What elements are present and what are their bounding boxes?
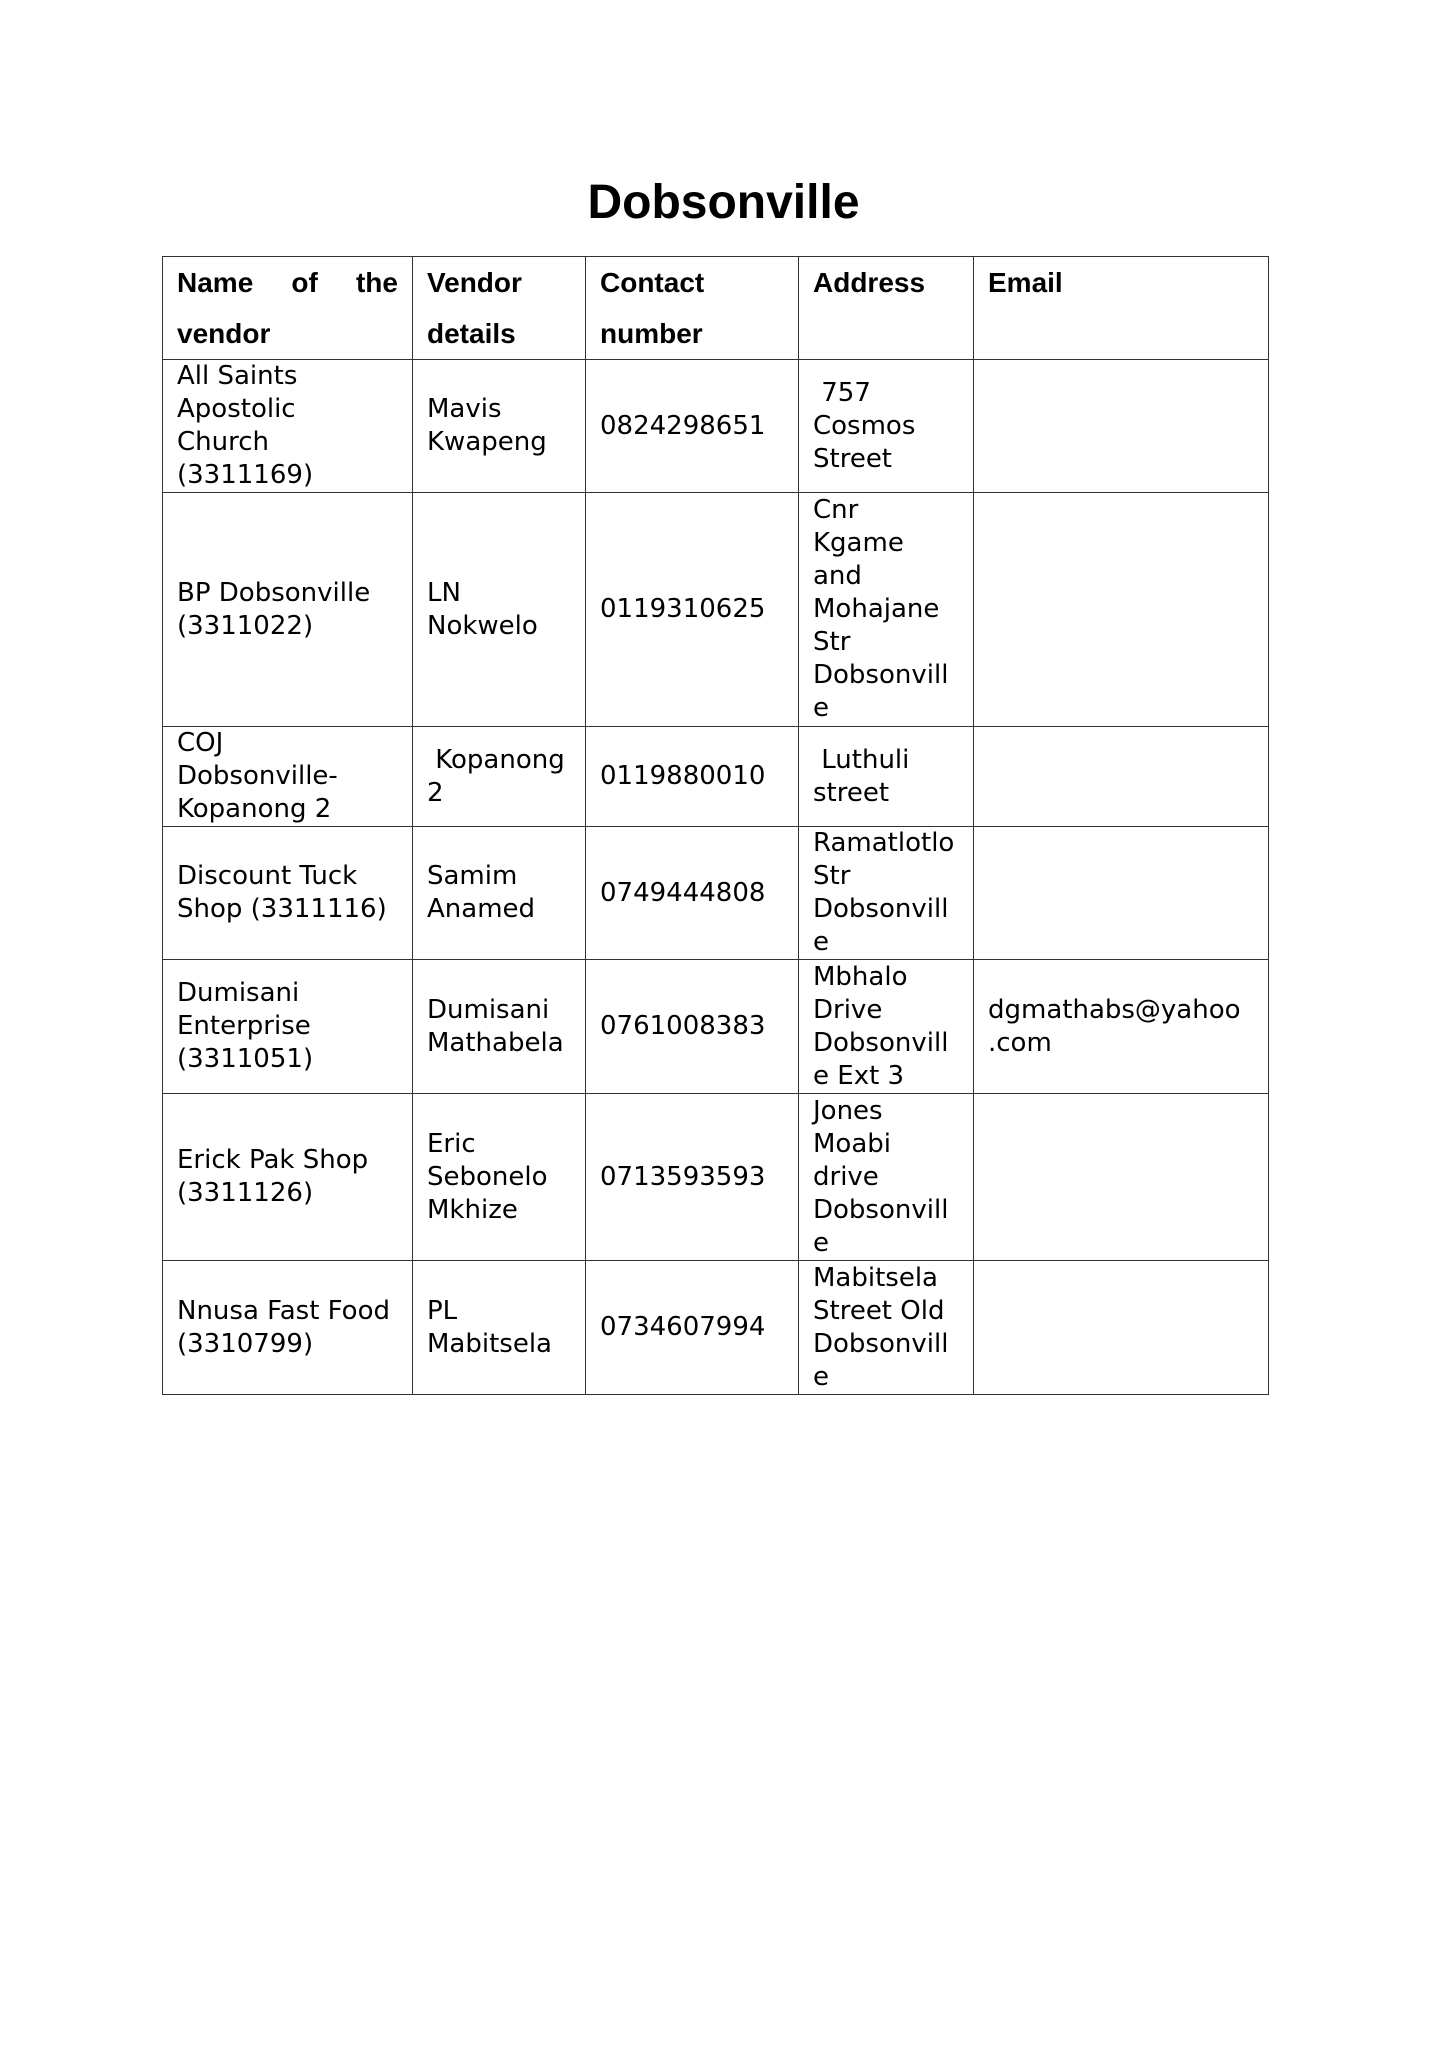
header-contact-number xyxy=(586,257,799,360)
cell-contact-number: 0824298651 xyxy=(586,360,799,493)
cell-address: Luthuli street xyxy=(799,727,974,827)
cell-vendor-details: Kopanong 2 xyxy=(413,727,586,827)
cell-contact-number: 0119310625 xyxy=(586,493,799,727)
cell-contact-number: 0119880010 xyxy=(586,727,799,827)
cell-email: dgmathabs@yahoo .com xyxy=(974,960,1269,1094)
cell-email xyxy=(974,827,1269,960)
table-row xyxy=(163,493,1269,727)
page-title: Dobsonville xyxy=(587,176,860,229)
cell-contact-number: 0713593593 xyxy=(586,1094,799,1261)
table-row xyxy=(163,1094,1269,1261)
cell-address: Cnr Kgame and Mohajane Str Dobsonvill e xyxy=(799,493,974,727)
cell-email xyxy=(974,493,1269,727)
cell-vendor-details: Mavis Kwapeng xyxy=(413,360,586,493)
cell-vendor-details: Samim Anamed xyxy=(413,827,586,960)
cell-vendor-name: BP Dobsonville (3311022) xyxy=(163,493,413,727)
header-row xyxy=(163,257,1269,360)
header-line: number xyxy=(600,318,703,349)
cell-vendor-name: COJ Dobsonville- Kopanong 2 xyxy=(163,727,413,827)
header-word: the xyxy=(355,267,398,298)
cell-address: Mabitsela Street Old Dobsonvill e xyxy=(799,1261,974,1395)
header-email xyxy=(974,257,1269,360)
cell-vendor-name: All Saints Apostolic Church (3311169) xyxy=(163,360,413,493)
table-row xyxy=(163,360,1269,493)
table-row xyxy=(163,960,1269,1094)
cell-vendor-name: Nnusa Fast Food (3310799) xyxy=(163,1261,413,1395)
cell-address: Jones Moabi drive Dobsonvill e xyxy=(799,1094,974,1261)
header-line: Address xyxy=(813,267,926,298)
cell-address: 757 Cosmos Street xyxy=(799,360,974,493)
cell-vendor-name: Dumisani Enterprise (3311051) xyxy=(163,960,413,1094)
table-row xyxy=(163,827,1269,960)
header-address xyxy=(799,257,974,360)
cell-vendor-name: Erick Pak Shop (3311126) xyxy=(163,1094,413,1261)
header-line: vendor xyxy=(177,318,271,349)
cell-email xyxy=(974,1094,1269,1261)
header-line: Email xyxy=(988,267,1063,298)
header-name-of-vendor xyxy=(163,257,413,360)
cell-vendor-details: LN Nokwelo xyxy=(413,493,586,727)
cell-vendor-details: Dumisani Mathabela xyxy=(413,960,586,1094)
header-line: Vendor xyxy=(427,267,522,298)
cell-address: Ramatlotlo Str Dobsonvill e xyxy=(799,827,974,960)
header-word: Name xyxy=(177,267,254,298)
cell-contact-number: 0749444808 xyxy=(586,827,799,960)
cell-email xyxy=(974,727,1269,827)
cell-email xyxy=(974,1261,1269,1395)
cell-address: Mbhalo Drive Dobsonvill e Ext 3 xyxy=(799,960,974,1094)
header-line: Contact xyxy=(600,267,705,298)
cell-contact-number: 0761008383 xyxy=(586,960,799,1094)
table-row xyxy=(163,727,1269,827)
cell-email xyxy=(974,360,1269,493)
header-word: of xyxy=(291,267,318,298)
header-line: details xyxy=(427,318,516,349)
cell-vendor-name: Discount Tuck Shop (3311116) xyxy=(163,827,413,960)
vendor-table xyxy=(162,256,1269,1395)
cell-vendor-details: Eric Sebonelo Mkhize xyxy=(413,1094,586,1261)
cell-vendor-details: PL Mabitsela xyxy=(413,1261,586,1395)
table-row xyxy=(163,1261,1269,1395)
header-vendor-details xyxy=(413,257,586,360)
cell-contact-number: 0734607994 xyxy=(586,1261,799,1395)
